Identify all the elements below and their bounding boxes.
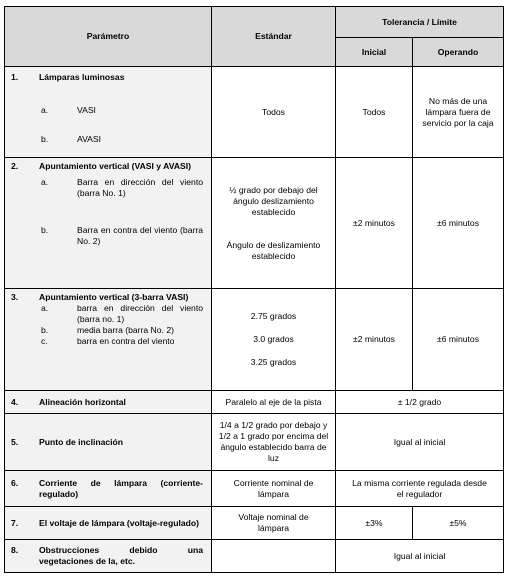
header-tolerancia: Tolerancia / Límite: [336, 7, 504, 38]
row-number: 6.: [11, 477, 19, 488]
standard-cell: Todos: [212, 67, 336, 158]
table-row: [5, 67, 504, 158]
param-title: Alineación horizontal: [39, 396, 126, 407]
param-cell: [5, 67, 212, 158]
sub-text: VASI: [77, 105, 96, 115]
param-title: Apuntamiento vertical (VASI y AVASI): [39, 161, 192, 171]
row-number: 2.: [11, 161, 19, 171]
header-parametro: Parámetro: [5, 7, 212, 67]
param-cell: [5, 391, 212, 414]
row-number: 1.: [11, 72, 19, 82]
standard-b: Ángulo de deslizamiento establecido: [226, 239, 321, 261]
tolerance-cell: Igual al inicial: [336, 414, 504, 471]
sub-letter: a.: [41, 105, 49, 115]
inicial-cell: ±3%: [336, 507, 413, 540]
table-row: [5, 507, 504, 540]
sub-text: barra en contra del viento: [77, 336, 175, 346]
sub-letter: a.: [41, 177, 49, 187]
table-row: [5, 391, 504, 414]
tolerance-cell: La misma corriente regulada desde el regulador: [336, 471, 504, 507]
standard-cell: Corriente nominal de lámpara: [212, 471, 336, 507]
sub-letter: c.: [41, 336, 48, 346]
standard-b: 3.0 grados: [253, 334, 294, 344]
standard-cell: [212, 158, 336, 289]
operando-cell: ±6 minutos: [413, 289, 504, 391]
table-row: [5, 289, 504, 391]
param-cell: [5, 414, 212, 471]
param-title: Punto de inclinación: [39, 436, 124, 447]
operando-cell: No más de una lámpara fuera de servicio por la caja: [413, 67, 504, 158]
param-cell: [5, 289, 212, 391]
header-operando: Operando: [413, 38, 504, 67]
table-row: [5, 540, 504, 573]
inicial-cell: ±2 minutos: [336, 158, 413, 289]
param-cell: [5, 507, 212, 540]
param-title: Lámparas luminosas: [39, 72, 125, 82]
sub-letter: b.: [41, 134, 49, 144]
standard-cell: [212, 289, 336, 391]
header-inicial: Inicial: [336, 38, 413, 67]
standard-c: 3.25 grados: [250, 357, 297, 367]
standard-a: ½ grado por debajo del ángulo deslizamiento establecido: [229, 184, 318, 217]
sub-text: AVASI: [77, 134, 102, 144]
operando-cell: ±6 minutos: [413, 158, 504, 289]
inicial-cell: Todos: [336, 67, 413, 158]
param-title: El voltaje de lámpara (voltaje-regulado): [39, 517, 199, 528]
operando-cell: ±5%: [413, 507, 504, 540]
sub-text: Barra en contra del viento (barra No. 2): [77, 225, 203, 246]
standard-cell: Voltaje nominal de lámpara: [212, 507, 336, 540]
param-title: Corriente de lámpara (corriente-regulado): [39, 477, 203, 499]
tolerance-table: [4, 6, 504, 573]
param-cell: [5, 540, 212, 573]
standard-cell: Paralelo al eje de la pista: [212, 391, 336, 414]
inicial-cell: ±2 minutos: [336, 289, 413, 391]
sub-text: Barra en dirección del viento (barra No. 1): [77, 177, 203, 198]
sub-letter: b.: [41, 325, 49, 335]
sub-letter: b.: [41, 225, 49, 235]
sub-text: barra en dirección del viento (barra no. 1): [77, 303, 203, 324]
row-number: 5.: [11, 436, 19, 447]
sub-text: media barra (barra No. 2): [77, 325, 174, 335]
table-row: [5, 471, 504, 507]
standard-a: 2.75 grados: [250, 311, 297, 321]
tolerance-cell: ± 1/2 grado: [336, 391, 504, 414]
row-number: 4.: [11, 396, 19, 407]
param-cell: [5, 471, 212, 507]
header-estandar: Estándar: [212, 7, 336, 67]
param-title: Apuntamiento vertical (3-barra VASI): [39, 292, 189, 302]
param-title: Obstrucciones debido una vegetaciones de la, etc.: [39, 545, 203, 566]
row-number: 3.: [11, 292, 19, 302]
row-number: 7.: [11, 517, 19, 528]
row-number: 8.: [11, 545, 19, 555]
table-row: [5, 158, 504, 289]
param-cell: [5, 158, 212, 289]
standard-cell: [212, 540, 336, 573]
tolerance-cell: Igual al inicial: [336, 540, 504, 573]
standard-cell: 1/4 a 1/2 grado por debajo y 1/2 a 1 grado por encima del ángulo establecido barra de luz: [212, 414, 336, 471]
sub-letter: a.: [41, 303, 49, 313]
table-row: [5, 414, 504, 471]
